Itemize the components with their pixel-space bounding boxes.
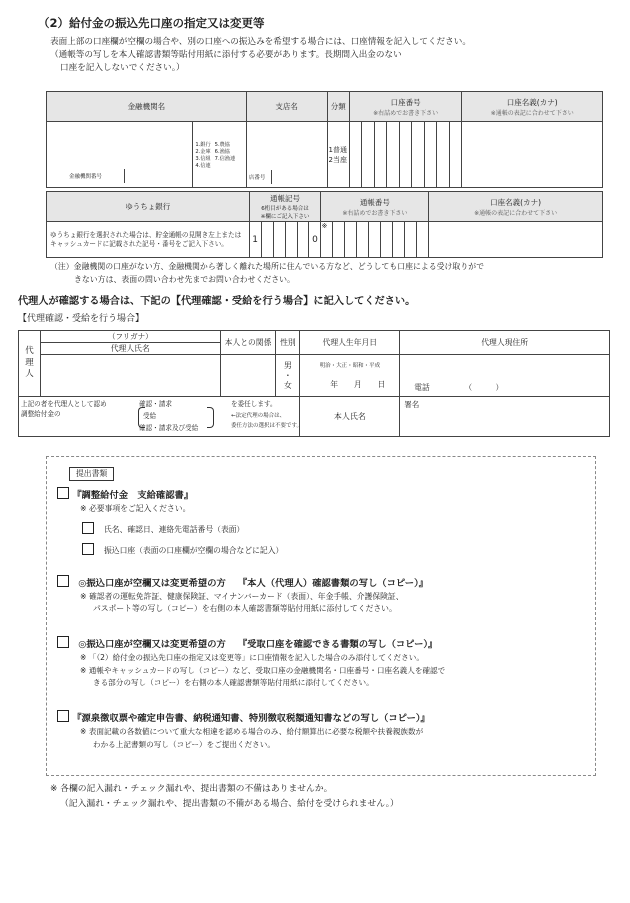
section-title: （2）給付金の振込先口座の指定又は変更等 (38, 16, 265, 30)
account-digit[interactable] (437, 122, 450, 188)
account-holder-input[interactable] (462, 122, 603, 188)
agent-name-input[interactable] (40, 355, 220, 397)
footer-line-1: ※ 各欄の記入漏れ・チェック漏れや、提出書類の不備はありませんか。 (50, 784, 333, 794)
birthdate-input[interactable]: 明治・大正・昭和・平成 年 月 日 (300, 355, 400, 397)
yucho-account-table (46, 191, 603, 258)
birthdate-label: 代理人生年月日 (300, 331, 400, 355)
checkbox-sub-1[interactable] (82, 522, 94, 534)
number-digit[interactable] (381, 222, 393, 258)
signature-input[interactable] (400, 397, 610, 437)
checkbox-item-4[interactable] (57, 710, 69, 722)
gender-label: 性別 (276, 331, 300, 355)
header-account-number: 口座番号 ※右詰めでお書き下さい (349, 92, 462, 122)
item1-note: ※ 必要事項をご記入ください。 (80, 504, 191, 513)
era-options: 明治・大正・昭和・平成 (319, 363, 381, 369)
gender-select[interactable]: 男 ・ 女 (276, 355, 300, 397)
footer-line-2: （記入漏れ・チェック漏れや、提出書類の不備がある場合、給付を受けられません。） (60, 799, 399, 809)
item-adjustment-confirmation: 『調整給付金 支給確認書』 (57, 487, 193, 500)
account-digit[interactable] (387, 122, 400, 188)
symbol-digit[interactable]: 0 (309, 222, 321, 258)
item1-sub-1: 氏名、確認日、連絡先電話番号（表面） (82, 522, 244, 534)
account-digit[interactable] (349, 122, 362, 188)
item3-note-3: きる部分の写し（コピー）を右側の本人確認書類等貼付用紙に添付してください。 (93, 678, 374, 687)
branch-code-label: 店番号 (248, 175, 266, 181)
symbol-digit[interactable] (261, 222, 273, 258)
account-digit[interactable] (424, 122, 437, 188)
phone-area-code[interactable]: （ ） (464, 383, 504, 392)
account-digit[interactable] (399, 122, 412, 188)
option-confirm-claim-receive[interactable]: 確認・請求及び受給 (139, 424, 199, 432)
relation-label: 本人との関係 (220, 331, 276, 355)
account-digit[interactable] (362, 122, 375, 188)
number-digit[interactable] (417, 222, 429, 258)
furigana-label: （フリガナ） (40, 331, 220, 343)
principal-name-label: 本人氏名 (300, 397, 400, 437)
header-yucho-holder: 口座名義(カナ) ※通帳の表記に合わせて下さい (429, 192, 603, 222)
institution-type-cell[interactable]: 1.銀行 2.金庫 3.信組 4.信連 5.農協 6.漁協 7.信漁連 (193, 122, 247, 188)
symbol-digit[interactable] (285, 222, 297, 258)
address-label: 代理人現住所 (400, 331, 610, 355)
item-identity-documents: ◎振込口座が空欄又は変更希望の方 『本人（代理人）確認書類の写し（コピー）』 (57, 575, 428, 588)
delegation-cell: 上記の者を代理人として認め 調整給付金の 確認・請求 受給 確認・請求及び受給 を委任します。 ←法定代理の場合は、 委任方法の選択は不要です。 (19, 397, 300, 437)
header-passbook-symbol: 通帳記号 6桁目がある場合は ※欄にご記入下さい (249, 192, 321, 222)
bank-name-cell[interactable] (47, 122, 193, 188)
header-account-holder: 口座名義(カナ) ※通帳の表記に合わせて下さい (462, 92, 603, 122)
option-confirm-claim[interactable]: 確認・請求 (139, 400, 172, 408)
branch-cell[interactable] (246, 122, 327, 188)
yucho-description: ゆうちょ銀行を選択された場合は、貯金通帳の見開き左上またはキャッシュカードに記載された記号・番号をご記入下さい。 (47, 222, 250, 258)
item4-note-1: ※ 表面記載の各数値について重大な相違を認める場合のみ、給付額算出に必要な税額や扶養親族数が (80, 727, 424, 736)
account-digit[interactable] (412, 122, 425, 188)
bank-account-table (46, 91, 603, 188)
section-intro-1: 表面上部の口座欄が空欄の場合や、別の口座への振込みを希望する場合には、口座情報を記入してください。 (50, 37, 471, 47)
section-intro-2: （通帳等の写しを本人確認書類等貼付用紙に添付する必要があります。長期間入出金のない (50, 50, 402, 60)
checkbox-item-1[interactable] (57, 487, 69, 499)
header-yucho: ゆうちょ銀行 (47, 192, 250, 222)
yucho-holder-input[interactable] (429, 222, 603, 258)
item3-note-2: ※ 通帳やキャッシュカードの写し（コピー）など、受取口座の金融機関名・口座番号・口座名義人を確認で (80, 666, 446, 675)
note-line-2: きない方は、表面の問い合わせ先までお問い合わせください。 (74, 275, 295, 284)
symbol-digit[interactable]: 1 (249, 222, 261, 258)
symbol-digit[interactable] (297, 222, 309, 258)
symbol-digit[interactable] (273, 222, 285, 258)
number-digit[interactable] (357, 222, 369, 258)
address-input[interactable] (400, 355, 610, 397)
item4-note-2: わかる上記書類の写し（コピー）をご提出ください。 (93, 740, 275, 749)
item2-note-2: パスポート等の写し（コピー）を右側の本人確認書類等貼付用紙に添付してください。 (93, 604, 397, 613)
item3-note-1: ※ 「（2）給付金の振込先口座の指定又は変更等」に口座情報を記入した場合のみ添付してください。 (80, 653, 424, 662)
account-digit[interactable] (374, 122, 387, 188)
item-account-documents: ◎振込口座が空欄又は変更希望の方 『受取口座を確認できる書類の写し（コピー）』 (57, 636, 437, 649)
item-tax-documents: 『源泉徴収票や確定申告書、納税通知書、特別徴収税額通知書などの写し（コピー）』 (57, 710, 430, 723)
header-type: 分類 (327, 92, 349, 122)
agent-subheading: 【代理確認・受給を行う場合】 (18, 314, 145, 324)
header-branch: 支店名 (246, 92, 327, 122)
account-digit[interactable] (449, 122, 462, 188)
section-intro-3: 口座を記入しないでください。） (60, 63, 185, 73)
item2-note-1: ※ 確認者の運転免許証、健康保険証、マイナンバーカード（表面）、年金手帳、介護保険証、 (80, 592, 404, 601)
agent-table (18, 330, 610, 437)
agent-name-label: 代理人氏名 (40, 343, 220, 355)
note-line-1: （注）金融機関の口座がない方、金融機関から著しく離れた場所に住んでいる方など、どうしても口座による受け取りがで (50, 262, 484, 271)
bank-code-label: 金融機関番号 (69, 174, 103, 180)
header-bank-name: 金融機関名 (47, 92, 247, 122)
signature-label: 署名 (404, 400, 420, 409)
number-digit[interactable] (405, 222, 417, 258)
number-digit[interactable] (345, 222, 357, 258)
option-receive[interactable]: 受給 (143, 412, 157, 420)
relation-input[interactable] (220, 355, 276, 397)
number-digit[interactable] (393, 222, 405, 258)
number-digit[interactable] (333, 222, 345, 258)
header-passbook-number: 通帳番号 ※右詰めでお書き下さい (321, 192, 429, 222)
account-type-cell[interactable]: 1普通 2当座 (327, 122, 349, 188)
agent-side-label: 代 理 人 (19, 331, 41, 397)
agent-heading: 代理人が確認する場合は、下記の【代理確認・受給を行う場合】に記入してください。 (18, 296, 416, 307)
item1-sub-2: 振込口座（表面の口座欄が空欄の場合などに記入） (82, 543, 283, 555)
checkbox-sub-2[interactable] (82, 543, 94, 555)
number-digit[interactable] (369, 222, 381, 258)
checkbox-item-3[interactable] (57, 636, 69, 648)
checkbox-item-2[interactable] (57, 575, 69, 587)
number-digit[interactable]: ※ (321, 222, 333, 258)
submission-title: 提出書類 (69, 467, 114, 481)
phone-label: 電話 (414, 383, 430, 392)
